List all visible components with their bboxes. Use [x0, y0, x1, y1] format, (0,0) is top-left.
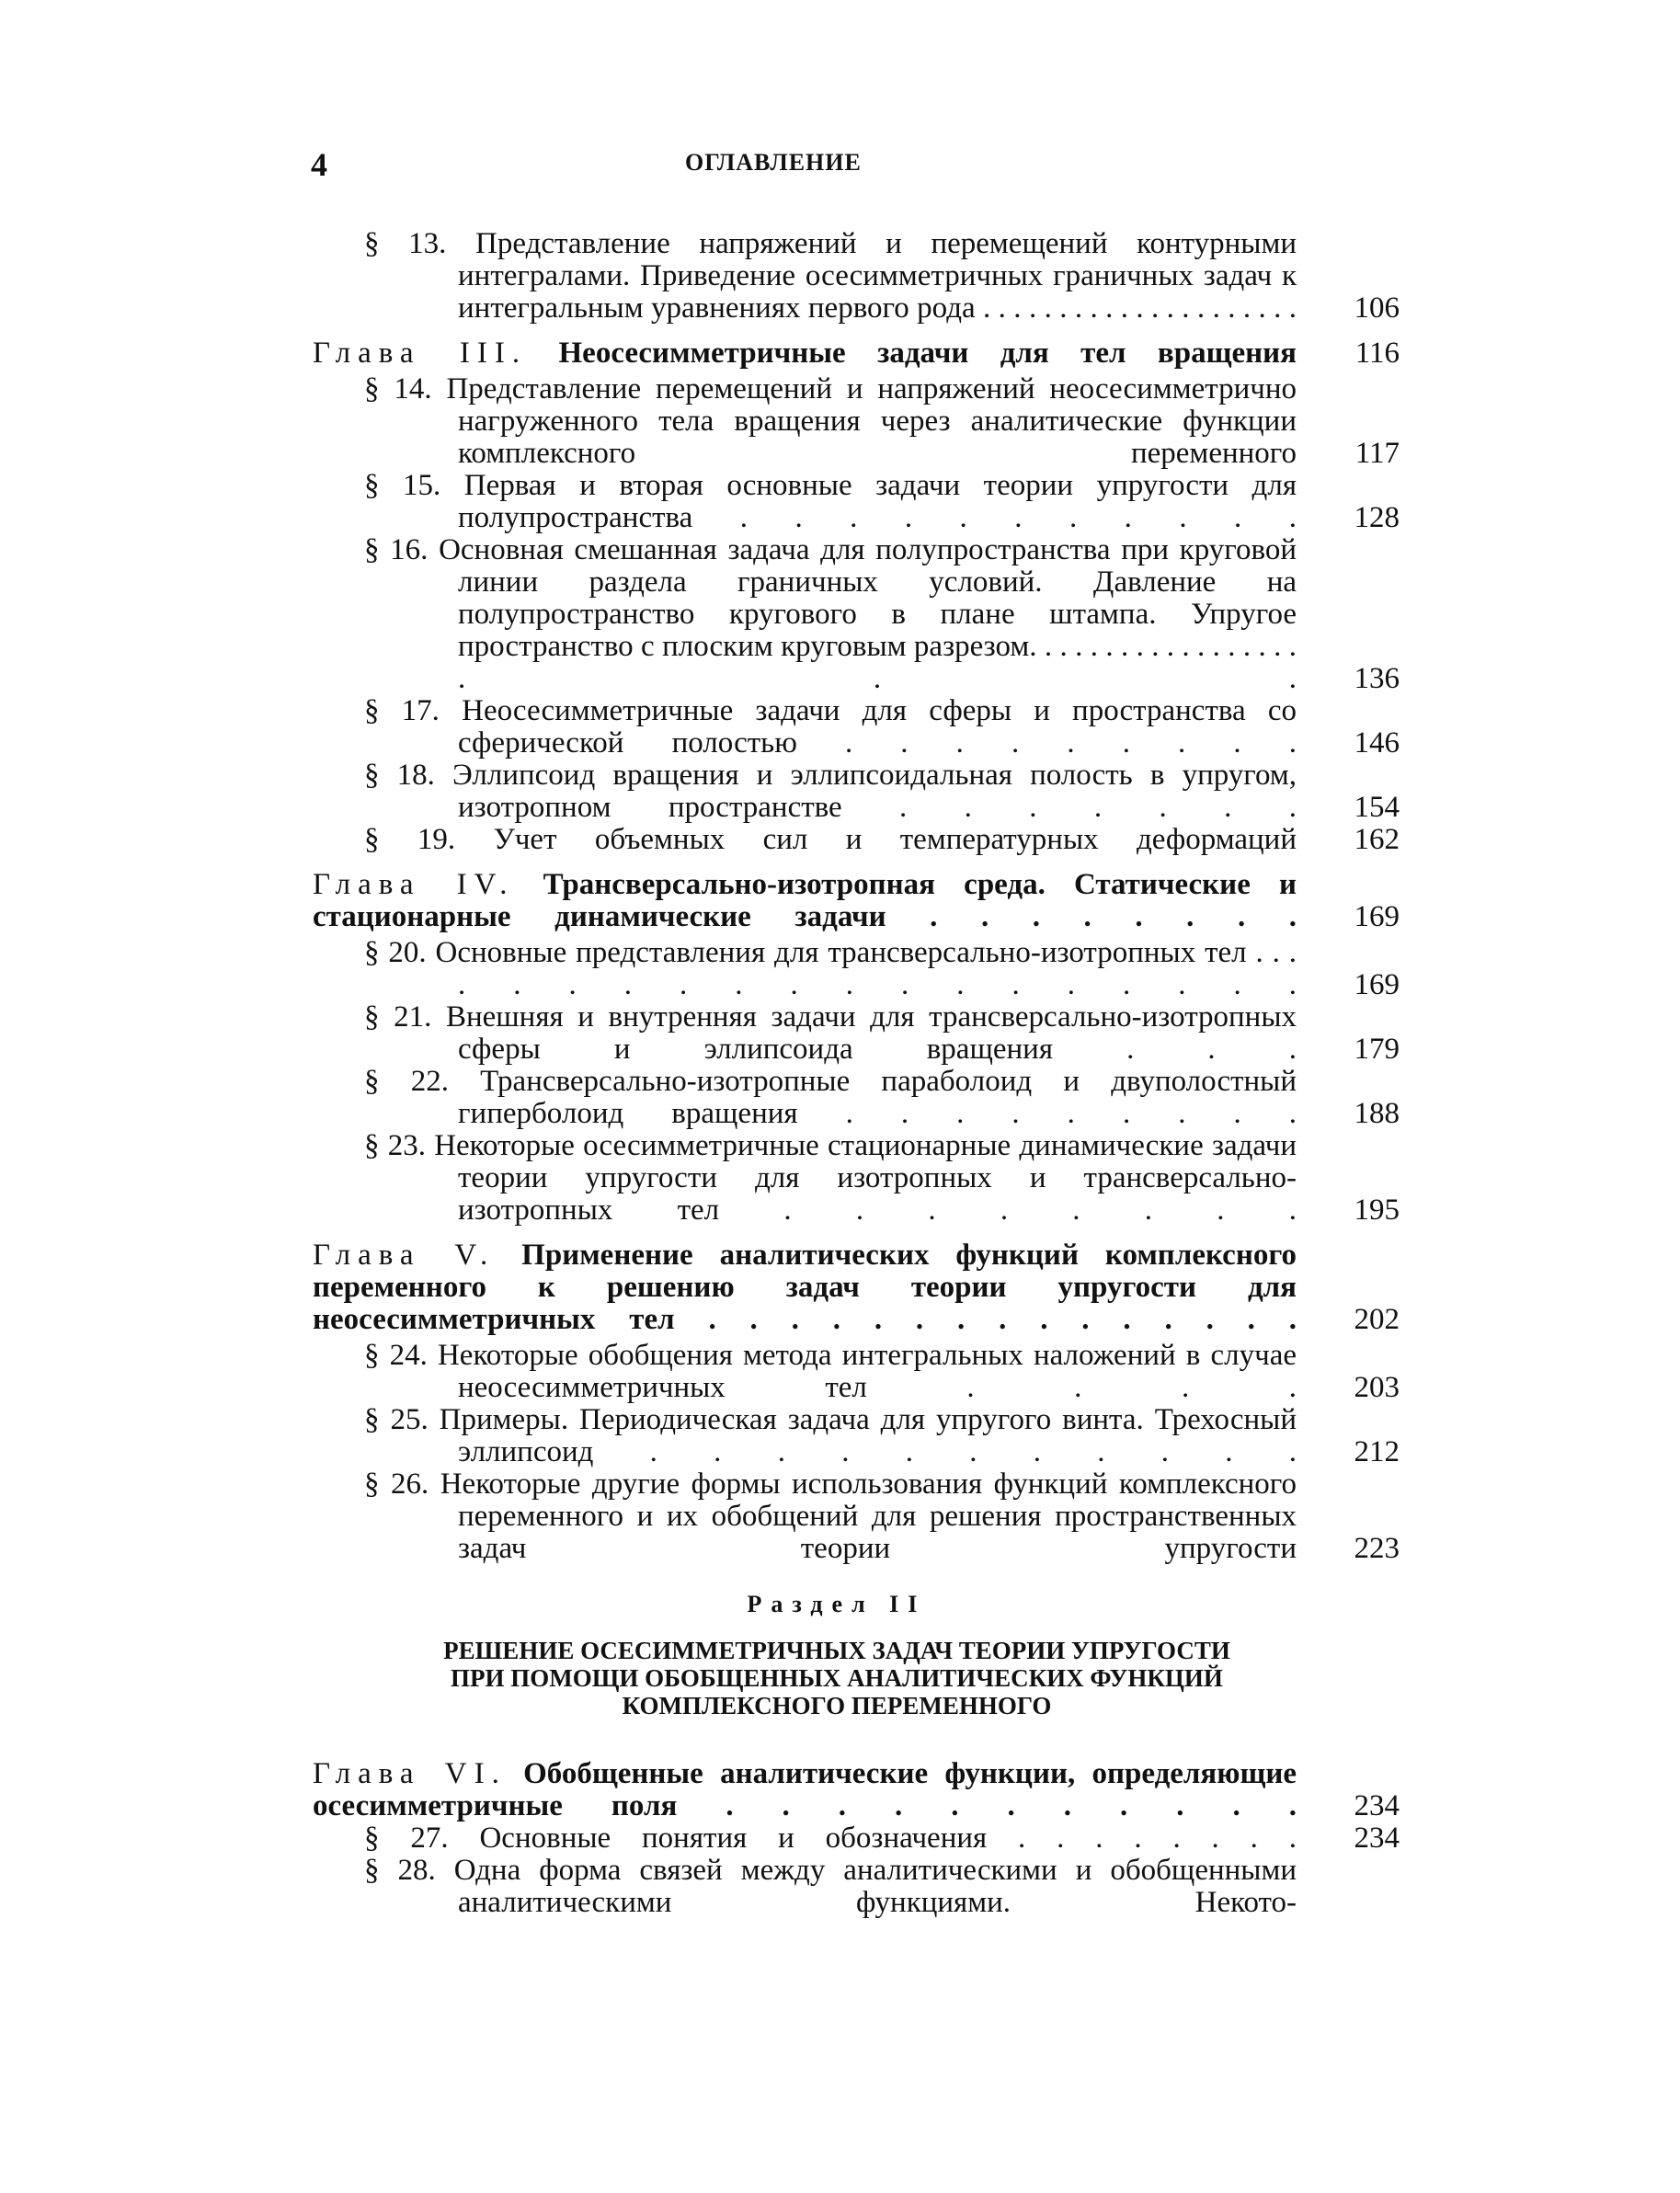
part-label: Раздел II — [747, 1591, 927, 1617]
toc-entry-section-26[interactable] — [313, 1468, 1400, 1565]
running-title: ОГЛАВЛЕНИЕ — [685, 149, 862, 176]
toc-entry-chapter-5[interactable] — [313, 1239, 1400, 1336]
toc-entry-text — [313, 869, 1297, 933]
section-title: Неосесимметричные задачи для сферы и пространства со сферической полостью . . . . . . . . . — [458, 694, 1297, 760]
section-label: § 16. — [364, 533, 429, 566]
section-title: Учет объемных сил и температурных деформаций — [493, 823, 1297, 856]
part-title-line: РЕШЕНИЕ ОСЕСИММЕТРИЧНЫХ ЗАДАЧ ТЕОРИИ УПРУГОСТИ — [443, 1637, 1230, 1664]
toc-entry-chapter-4[interactable] — [313, 869, 1400, 933]
toc-entry-text — [364, 824, 1297, 856]
toc-entry-section-23[interactable] — [313, 1130, 1400, 1227]
page-ref: 202 — [1354, 1303, 1400, 1336]
section-title: Некоторые осесимметричные стационарные динамические задачи теории упругости для изотропных и трансверсально-изотропных тел . . . . . . . . — [434, 1129, 1297, 1227]
chapter-title: Обобщенные аналитические функции, определяющие осесимметричные поля . . . . . . . . . . . — [313, 1757, 1297, 1822]
toc-entry-section-14[interactable] — [313, 373, 1400, 470]
section-label: § 23. — [364, 1129, 426, 1162]
toc-entry-text — [364, 1001, 1297, 1066]
chapter-label: Глава VI. — [313, 1757, 507, 1790]
page-ref: 234 — [1354, 1822, 1400, 1855]
page-ref: 195 — [1354, 1194, 1400, 1227]
page-number: 4 — [311, 146, 327, 183]
section-title: Основные представления для трансверсально-изотропных тел . . . . . . . . . . . . . . . . . . . — [435, 936, 1297, 1001]
section-label: § 19. — [364, 823, 456, 856]
page-ref: 136 — [1354, 662, 1400, 695]
chapter-title: Неосесимметричные задачи для тел вращения — [558, 337, 1297, 370]
page-ref: 146 — [1354, 726, 1400, 760]
chapter-label: Глава III. — [313, 337, 528, 370]
section-label: § 27. — [364, 1822, 449, 1855]
toc-entry-text — [364, 1340, 1297, 1404]
section-title: Первая и вторая основные задачи теории упругости для полупространства . . . . . . . . . . . — [458, 469, 1297, 534]
section-title: Представление напряжений и перемещений контурными интегралами. Приведение осесимметричных граничных задач к интегральным уравнениях первого рода . . . . . . . . . . . . . . . . . . . . . — [458, 227, 1297, 325]
toc-entry-section-15[interactable] — [313, 470, 1400, 534]
part-title-line: КОМПЛЕКСНОГО ПЕРЕМЕННОГО — [622, 1692, 1052, 1719]
section-label: § 13. — [364, 227, 447, 260]
page-ref: 128 — [1354, 501, 1400, 534]
chapter-label: Глава IV. — [313, 868, 515, 901]
section-title: Одна форма связей между аналитическими и обобщенными аналитическими функциями. Некото- — [453, 1854, 1297, 1919]
toc-entry-text — [364, 1822, 1297, 1855]
section-title: Трансверсально-изотропные параболоид и двуполостный гиперболоид вращения . . . . . . . . . — [458, 1065, 1297, 1130]
section-label: § 22. — [364, 1065, 449, 1098]
page-ref: 179 — [1354, 1033, 1400, 1066]
page-ref: 106 — [1354, 291, 1400, 325]
part-title — [313, 1637, 1361, 1719]
page-ref: 203 — [1354, 1371, 1400, 1404]
page-ref: 212 — [1354, 1435, 1400, 1468]
toc-entry-section-28[interactable] — [313, 1855, 1400, 1919]
toc-entry-section-19[interactable] — [313, 824, 1400, 856]
toc-entry-text — [313, 337, 1297, 370]
table-of-contents — [313, 228, 1400, 1919]
toc-entry-text — [313, 1758, 1297, 1822]
page-ref: 162 — [1354, 823, 1400, 856]
page-ref: 117 — [1354, 437, 1400, 470]
toc-entry-chapter-6[interactable] — [313, 1758, 1400, 1822]
section-label: § 20. — [364, 936, 427, 969]
section-label: § 24. — [364, 1339, 428, 1372]
section-title: Основная смешанная задача для полупространства при круговой линии раздела граничных условий. Давление на полупространство кругового в плане штампа. Упругое пространство с плоским круговым разрезом. . . . . . . . . . . . . . . . . . . . . — [439, 533, 1297, 695]
page-ref: 223 — [1354, 1532, 1400, 1565]
toc-entry-section-16[interactable] — [313, 534, 1400, 695]
page-ref: 154 — [1354, 791, 1400, 824]
toc-entry-section-25[interactable] — [313, 1404, 1400, 1468]
page-ref: 169 — [1354, 900, 1400, 933]
toc-entry-text — [364, 534, 1297, 695]
page-ref: 116 — [1354, 337, 1400, 370]
section-title: Некоторые обобщения метода интегральных наложений в случае неосесимметричных тел . . . . — [437, 1339, 1297, 1404]
toc-entry-text — [364, 937, 1297, 1001]
toc-entry-text — [364, 228, 1297, 325]
toc-entry-text — [364, 1855, 1297, 1919]
section-title: Внешняя и внутренняя задачи для трансверсально-изотропных сферы и эллипсоида вращения . . . — [445, 1000, 1297, 1066]
section-title: Основные понятия и обозначения . . . . . . . . — [479, 1822, 1297, 1855]
section-label: § 18. — [364, 759, 435, 792]
toc-entry-text — [364, 695, 1297, 760]
toc-entry-text — [364, 373, 1297, 470]
toc-entry-text — [364, 1066, 1297, 1130]
section-title: Примеры. Периодическая задача для упругого винта. Трехосный эллипсоид . . . . . . . . . . . — [439, 1403, 1297, 1468]
section-label: § 25. — [364, 1403, 429, 1436]
toc-entry-text — [364, 1404, 1297, 1468]
chapter-label: Глава V. — [313, 1239, 496, 1272]
page-ref: 188 — [1354, 1097, 1400, 1130]
section-title: Эллипсоид вращения и эллипсоидальная полость в упругом, изотропном пространстве . . . . . . . — [452, 759, 1297, 824]
toc-entry-section-22[interactable] — [313, 1066, 1400, 1130]
toc-entry-section-13[interactable] — [313, 228, 1400, 325]
toc-entry-text — [364, 1130, 1297, 1227]
toc-entry-text — [364, 760, 1297, 824]
part-title-line: ПРИ ПОМОЩИ ОБОБЩЕННЫХ АНАЛИТИЧЕСКИХ ФУНКЦИЙ — [451, 1664, 1223, 1692]
toc-entry-section-24[interactable] — [313, 1340, 1400, 1404]
toc-entry-section-18[interactable] — [313, 760, 1400, 824]
section-label: § 14. — [364, 372, 432, 405]
toc-entry-section-20[interactable] — [313, 937, 1400, 1001]
toc-entry-text — [364, 1468, 1297, 1565]
toc-entry-chapter-3[interactable] — [313, 337, 1400, 370]
page-ref: 169 — [1354, 968, 1400, 1001]
section-label: § 21. — [364, 1000, 432, 1034]
toc-entry-section-17[interactable] — [313, 695, 1400, 760]
chapter-title: Трансверсально-изотропная среда. Статические и стационарные динамические задачи . . . . . . . . — [313, 868, 1297, 933]
section-label: § 28. — [364, 1854, 436, 1887]
toc-entry-text — [313, 1239, 1297, 1336]
section-label: § 26. — [364, 1468, 429, 1501]
section-label: § 15. — [364, 469, 441, 502]
section-label: § 17. — [364, 694, 440, 727]
section-title: Некоторые другие формы использования функций комплексного переменного и их обобщений для решения пространственных задач теории упругости — [440, 1468, 1297, 1565]
chapter-title: Применение аналитических функций комплексного переменного к решению задач теории упругости для неосесимметричных тел . . . . . . . . . . . . . . . — [313, 1239, 1297, 1336]
toc-entry-section-27[interactable] — [313, 1822, 1400, 1855]
page-ref: 234 — [1354, 1789, 1400, 1822]
toc-entry-text — [364, 470, 1297, 534]
toc-entry-section-21[interactable] — [313, 1001, 1400, 1066]
section-title: Представление перемещений и напряжений неосесимметрично нагруженного тела вращения через аналитические функции комплексного переменного — [446, 372, 1297, 470]
